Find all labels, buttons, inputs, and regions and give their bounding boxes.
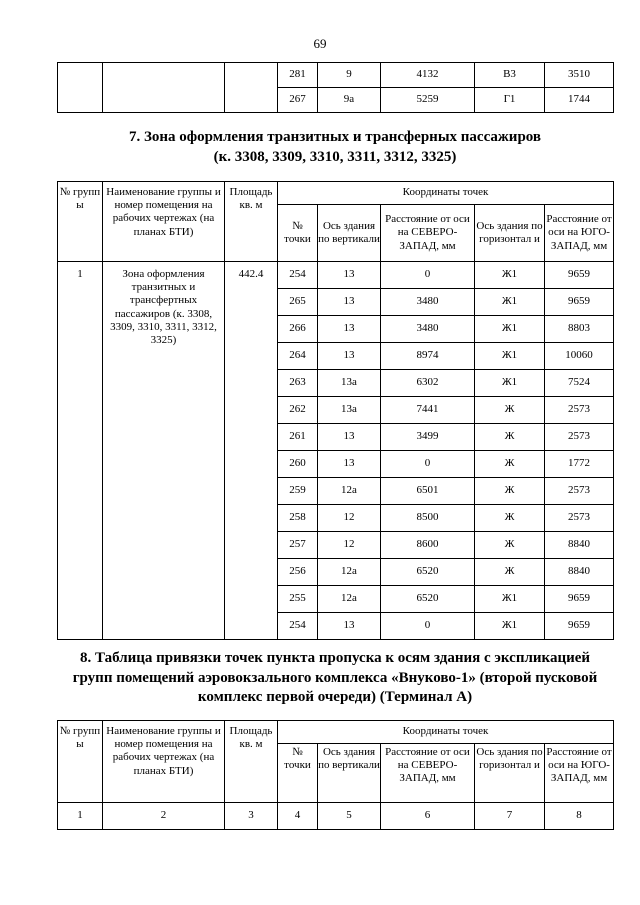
table-row: [58, 262, 614, 289]
table-cell: 13: [318, 424, 381, 451]
table-cell: 3510: [545, 63, 614, 88]
table-cell: Ж: [475, 451, 545, 478]
table-cell: Ж: [475, 397, 545, 424]
table-cell: 8500: [381, 505, 475, 532]
table-cell: 0: [381, 613, 475, 640]
table-cell: 13а: [318, 397, 381, 424]
table-cell: 259: [278, 478, 318, 505]
header-dist-sw: Расстояние от оси на ЮГО-ЗАПАД, мм: [545, 205, 614, 262]
empty-cell: [103, 63, 225, 113]
table-cell: 257: [278, 532, 318, 559]
empty-cell: [58, 63, 103, 113]
table-cell: 7441: [381, 397, 475, 424]
table-cell: 0: [381, 451, 475, 478]
table-cell: 9659: [545, 262, 614, 289]
column-number-cell: 2: [103, 803, 225, 830]
section-7-table: [57, 181, 614, 640]
table-cell: 13: [318, 451, 381, 478]
header-point-no: № точки: [278, 205, 318, 262]
table-cell: 13: [318, 343, 381, 370]
header-horizontal-axis: Ось здания по горизонтал и: [475, 205, 545, 262]
header-coords: Координаты точек: [278, 182, 614, 205]
header-horizontal-axis: Ось здания по горизонтал и: [475, 744, 545, 803]
table-cell: Ж1: [475, 370, 545, 397]
table-cell: Ж1: [475, 316, 545, 343]
table-cell: 9а: [318, 88, 381, 113]
table-cell: 2573: [545, 505, 614, 532]
header-area: Площадь кв. м: [225, 721, 278, 803]
table-cell: Ж1: [475, 343, 545, 370]
table-cell: 13: [318, 613, 381, 640]
table-cell: Ж: [475, 505, 545, 532]
table-cell: 264: [278, 343, 318, 370]
table-cell: 267: [278, 88, 318, 113]
table-cell: 7524: [545, 370, 614, 397]
table-cell: Г1: [475, 88, 545, 113]
table-cell: 9659: [545, 289, 614, 316]
table-cell: 263: [278, 370, 318, 397]
table-cell: 262: [278, 397, 318, 424]
table-cell: 3480: [381, 316, 475, 343]
column-number-cell: 3: [225, 803, 278, 830]
table-row: [58, 63, 614, 88]
table-cell: Ж: [475, 424, 545, 451]
header-dist-sw: Расстояние от оси на ЮГО-ЗАПАД, мм: [545, 744, 614, 803]
table-cell: 2573: [545, 424, 614, 451]
table-cell: 13: [318, 316, 381, 343]
table-cell: 8803: [545, 316, 614, 343]
group-number: 1: [58, 262, 103, 640]
continuation-table: [57, 62, 614, 113]
table-cell: 8600: [381, 532, 475, 559]
column-number-cell: 7: [475, 803, 545, 830]
empty-cell: [225, 63, 278, 113]
table-cell: 13: [318, 262, 381, 289]
group-area: 442.4: [225, 262, 278, 640]
table-cell: 265: [278, 289, 318, 316]
table-cell: 2573: [545, 478, 614, 505]
page-number: 69: [313, 36, 327, 51]
header-area: Площадь кв. м: [225, 182, 278, 262]
header-coords: Координаты точек: [278, 721, 614, 744]
table-cell: 12а: [318, 586, 381, 613]
table-cell: Ж1: [475, 586, 545, 613]
table-cell: 5259: [381, 88, 475, 113]
column-number-cell: 5: [318, 803, 381, 830]
section-8-table: [57, 720, 614, 830]
table-cell: Ж: [475, 559, 545, 586]
section-7-title: 7. Зона оформления транзитных и трансферных пассажиров (к. 3308, 3309, 3310, 3311, 3312, 3325): [128, 129, 542, 165]
table-cell: 1772: [545, 451, 614, 478]
table-cell: 2573: [545, 397, 614, 424]
table-cell: В3: [475, 63, 545, 88]
header-group-no: № групп ы: [58, 721, 103, 803]
header-dist-nw: Расстояние от оси на СЕВЕРО-ЗАПАД, мм: [381, 205, 475, 262]
table-cell: 256: [278, 559, 318, 586]
table-cell: 12а: [318, 478, 381, 505]
header-point-no: № точки: [278, 744, 318, 803]
table-cell: 9: [318, 63, 381, 88]
table-cell: 260: [278, 451, 318, 478]
table-cell: 254: [278, 613, 318, 640]
table-cell: Ж1: [475, 289, 545, 316]
table-cell: 254: [278, 262, 318, 289]
column-number-cell: 6: [381, 803, 475, 830]
table-cell: 4132: [381, 63, 475, 88]
header-group-no: № групп ы: [58, 182, 103, 262]
header-dist-nw: Расстояние от оси на СЕВЕРО-ЗАПАД, мм: [381, 744, 475, 803]
table-cell: Ж1: [475, 262, 545, 289]
header-name: Наименование группы и номер помещения на рабочих чертежах (на планах БТИ): [103, 721, 225, 803]
header-vertical-axis: Ось здания по вертикали: [318, 205, 381, 262]
table-cell: 281: [278, 63, 318, 88]
table-cell: 266: [278, 316, 318, 343]
table-cell: 6302: [381, 370, 475, 397]
table-cell: 12а: [318, 559, 381, 586]
table-cell: 8974: [381, 343, 475, 370]
table-cell: 258: [278, 505, 318, 532]
table-cell: 0: [381, 262, 475, 289]
table-cell: 12: [318, 532, 381, 559]
table-cell: 255: [278, 586, 318, 613]
table-cell: 9659: [545, 613, 614, 640]
table-cell: 12: [318, 505, 381, 532]
table-cell: 10060: [545, 343, 614, 370]
table-cell: Ж: [475, 478, 545, 505]
table-cell: 3480: [381, 289, 475, 316]
table-cell: 8840: [545, 559, 614, 586]
column-number-cell: 4: [278, 803, 318, 830]
table-row: [58, 803, 614, 830]
table-cell: 1744: [545, 88, 614, 113]
table-cell: 6501: [381, 478, 475, 505]
table-cell: 6520: [381, 559, 475, 586]
table-cell: Ж: [475, 532, 545, 559]
group-name: Зона оформления транзитных и трансфертных пассажиров (к. 3308, 3309, 3310, 3311, 3312, 3325): [103, 262, 225, 640]
column-number-cell: 8: [545, 803, 614, 830]
section-8-title: 8. Таблица привязки точек пункта пропуска к осям здания с экспликацией групп помещений аэровокзального комплекса «Внуково-1» (второй пусковой комплекс первой очереди) (Терминал А): [72, 650, 598, 705]
table-cell: 3499: [381, 424, 475, 451]
table-cell: 13а: [318, 370, 381, 397]
table-cell: 6520: [381, 586, 475, 613]
column-number-cell: 1: [58, 803, 103, 830]
table-cell: 8840: [545, 532, 614, 559]
header-vertical-axis: Ось здания по вертикали: [318, 744, 381, 803]
table-cell: 261: [278, 424, 318, 451]
table-cell: Ж1: [475, 613, 545, 640]
table-cell: 13: [318, 289, 381, 316]
header-name: Наименование группы и номер помещения на рабочих чертежах (на планах БТИ): [103, 182, 225, 262]
table-cell: 9659: [545, 586, 614, 613]
